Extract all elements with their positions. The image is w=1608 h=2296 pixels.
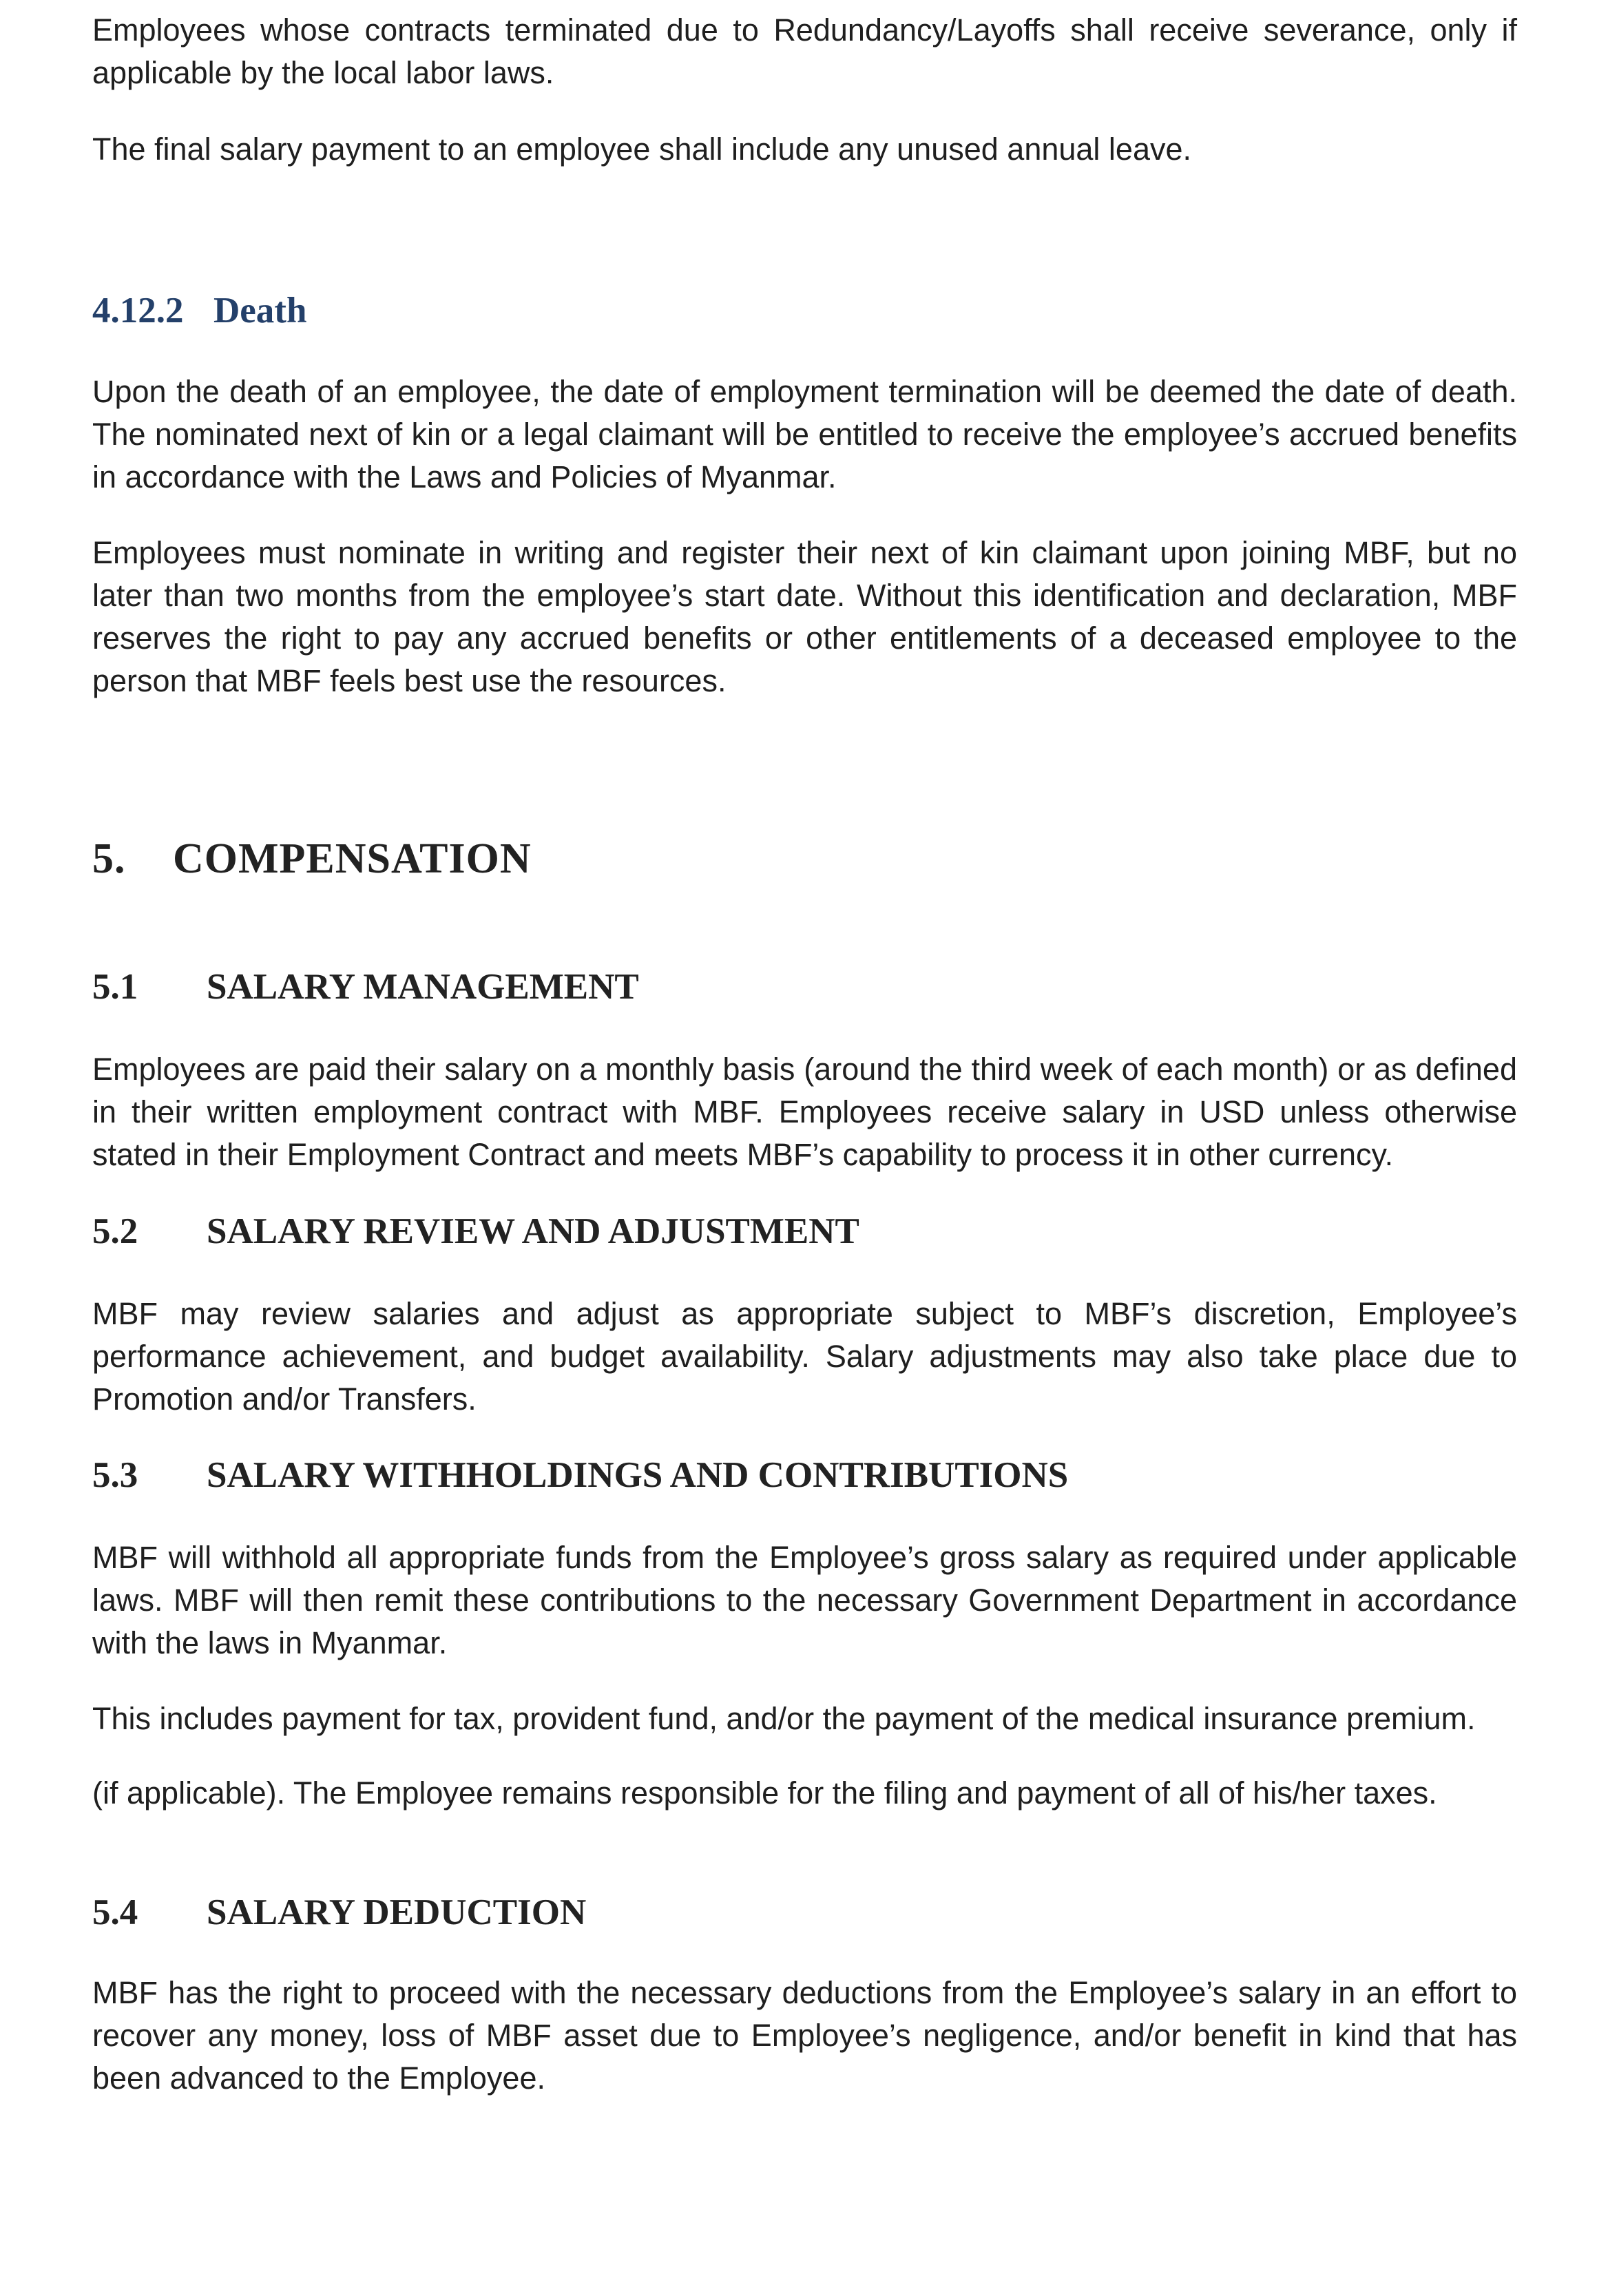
heading-5-4-number: 5.4	[92, 1892, 138, 1932]
heading-5-3-title: SALARY WITHHOLDINGS AND CONTRIBUTIONS	[207, 1455, 1069, 1495]
paragraph-next-of-kin: Employees must nominate in writing and register their next of kin claimant upon joining MBF, but no later than two months from the employee’s start date. Without this identification and declaration, MBF reserves the right to pay any accrued benefits or other entitlements of a deceased employee to the person that MBF feels best use the resources.	[92, 535, 1517, 698]
paragraph-death-termination: Upon the death of an employee, the date of employment termination will be deemed the date of death. The nominated next of kin or a legal claimant will be entitled to receive the employee’s accrued benefits in accordance with the Laws and Policies of Myanmar.	[92, 374, 1517, 494]
heading-death	[92, 289, 1517, 332]
paragraph-salary-review: MBF may review salaries and adjust as appropriate subject to MBF’s discretion, Employee’s performance achievement, and budget availability. Salary adjustments may also take place due to Promotion and/or Transfers.	[92, 1296, 1517, 1417]
heading-salary-management	[92, 966, 1517, 1008]
paragraph-taxes-responsibility: (if applicable). The Employee remains responsible for the filing and payment of all of his/her taxes.	[92, 1775, 1437, 1810]
heading-5-4-title: SALARY DEDUCTION	[207, 1892, 587, 1932]
heading-compensation-number: 5.	[92, 835, 126, 882]
heading-5-1-title: SALARY MANAGEMENT	[207, 967, 639, 1007]
paragraph-final-salary: The final salary payment to an employee shall include any unused annual leave.	[92, 132, 1192, 167]
paragraph-salary-deduction: MBF has the right to proceed with the necessary deductions from the Employee’s salary in an effort to recover any money, loss of MBF asset due to Employee’s negligence, and/or benefit in kind that has been advanced to the Employee.	[92, 1975, 1517, 2096]
paragraph-salary-management: Employees are paid their salary on a monthly basis (around the third week of each month) or as defined in their written employment contract with MBF. Employees receive salary in USD unless otherwise stated in their Employment Contract and meets MBF’s capability to process it in other currency.	[92, 1052, 1517, 1172]
heading-5-2-number: 5.2	[92, 1211, 138, 1251]
paragraph-salary-withholdings: MBF will withhold all appropriate funds from the Employee’s gross salary as required under applicable laws. MBF will then remit these contributions to the necessary Government Department in accordance with the laws in Myanmar.	[92, 1540, 1517, 1660]
heading-death-number: 4.12.2	[92, 291, 184, 331]
heading-salary-withholdings	[92, 1454, 1517, 1496]
heading-compensation-title: COMPENSATION	[173, 835, 532, 882]
heading-5-1-number: 5.1	[92, 967, 138, 1007]
paragraph-redundancy-severance: Employees whose contracts terminated due to Redundancy/Layoffs shall receive severance, only if applicable by the local labor laws.	[92, 12, 1517, 90]
heading-5-2-title: SALARY REVIEW AND ADJUSTMENT	[207, 1211, 859, 1251]
heading-compensation	[92, 833, 1517, 885]
paragraph-tax-provident: This includes payment for tax, provident fund, and/or the payment of the medical insurance premium.	[92, 1701, 1476, 1736]
heading-salary-review	[92, 1210, 1517, 1253]
heading-salary-deduction	[92, 1891, 1517, 1934]
heading-5-3-number: 5.3	[92, 1455, 138, 1495]
heading-death-title: Death	[213, 291, 307, 331]
